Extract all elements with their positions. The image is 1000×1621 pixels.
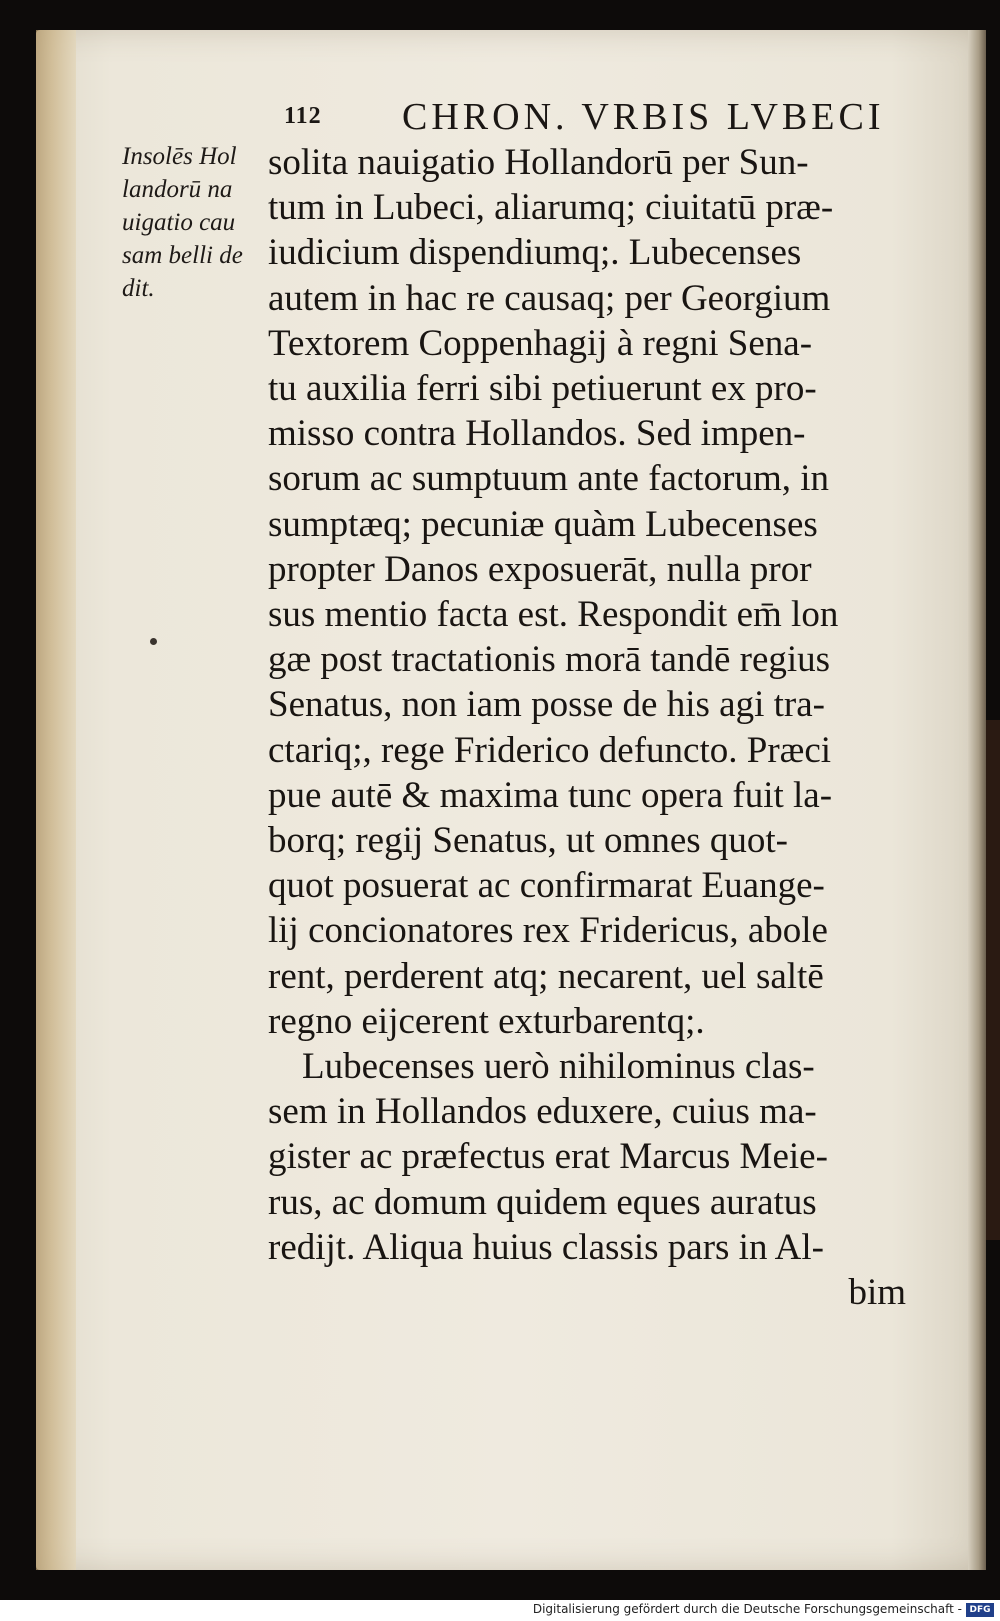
body-line: rus, ac domum quidem eques auratus [268,1181,817,1223]
marginal-note-line: sam belli de [122,242,243,269]
binding-strip [986,720,1000,1240]
digitization-footer [0,1600,1000,1621]
body-line: iudicium dispendiumq;. Lubecenses [268,232,802,274]
body-line: propter Danos exposuerāt, nulla pror [268,548,812,590]
marginal-note-line: landorū na [122,176,233,203]
body-line: lij concionatores rex Fridericus, abole [268,910,828,952]
marginal-note [122,140,282,305]
body-line: autem in hac re causaq; per Georgium [268,277,831,319]
body-line: gister ac præfectus erat Marcus Meie- [268,1136,828,1178]
body-line: misso contra Hollandos. Sed impen- [268,413,806,455]
body-line: sus mentio facta est. Respondit em̄ lon [268,594,839,636]
body-line: pue autē & maxima tunc opera fuit la- [268,774,833,816]
body-line: ctariq;, rege Friderico defuncto. Præci [268,729,832,771]
body-line: sumptæq; pecuniæ quàm Lubecenses [268,503,818,545]
body-text-block [268,140,918,1315]
page-gutter-edge [36,30,76,1570]
dfg-logo-icon: DFG [966,1603,994,1617]
page-fore-edge [968,30,986,1570]
body-line: Senatus, non iam posse de his agi tra- [268,684,825,726]
paragraph-start-line: Lubecenses uerò nihilominus clas- [302,1046,815,1088]
body-line: rent, perderent atq; necarent, uel saltē [268,955,824,997]
body-line: gæ post tractationis morā tandē regius [268,639,831,681]
body-line: tu auxilia ferri sibi petiuerunt ex pro- [268,368,817,410]
ink-speck [150,638,157,645]
marginal-note-line: uigatio cau [122,209,236,236]
page-number: 112 [284,103,322,129]
body-line: regno eijcerent exturbarentq;. [268,1000,705,1042]
body-line: sorum ac sumptuum ante factorum, in [268,458,830,500]
body-line: solita nauigatio Hollandorū per Sun- [268,142,809,183]
body-line: tum in Lubeci, aliarumq; ciuitatū præ- [268,187,834,229]
body-line: borq; regij Senatus, ut omnes quot- [268,820,788,862]
body-line: redijt. Aliqua huius classis pars in Al- [268,1226,824,1268]
funding-credit: Digitalisierung gefördert durch die Deutsche Forschungsgemeinschaft - [532,1602,962,1616]
marginal-note-line: Insolēs Hol [122,143,237,170]
catchword: bim [848,1272,906,1314]
running-header [280,95,900,145]
body-line: Textorem Coppenhagij à regni Sena- [268,322,813,364]
running-title: CHRON. VRBIS LVBECI [402,96,885,138]
marginal-note-line: dit. [122,275,155,302]
body-line: sem in Hollandos eduxere, cuius ma- [268,1091,817,1133]
body-line: quot posuerat ac confirmarat Euange- [268,865,825,907]
